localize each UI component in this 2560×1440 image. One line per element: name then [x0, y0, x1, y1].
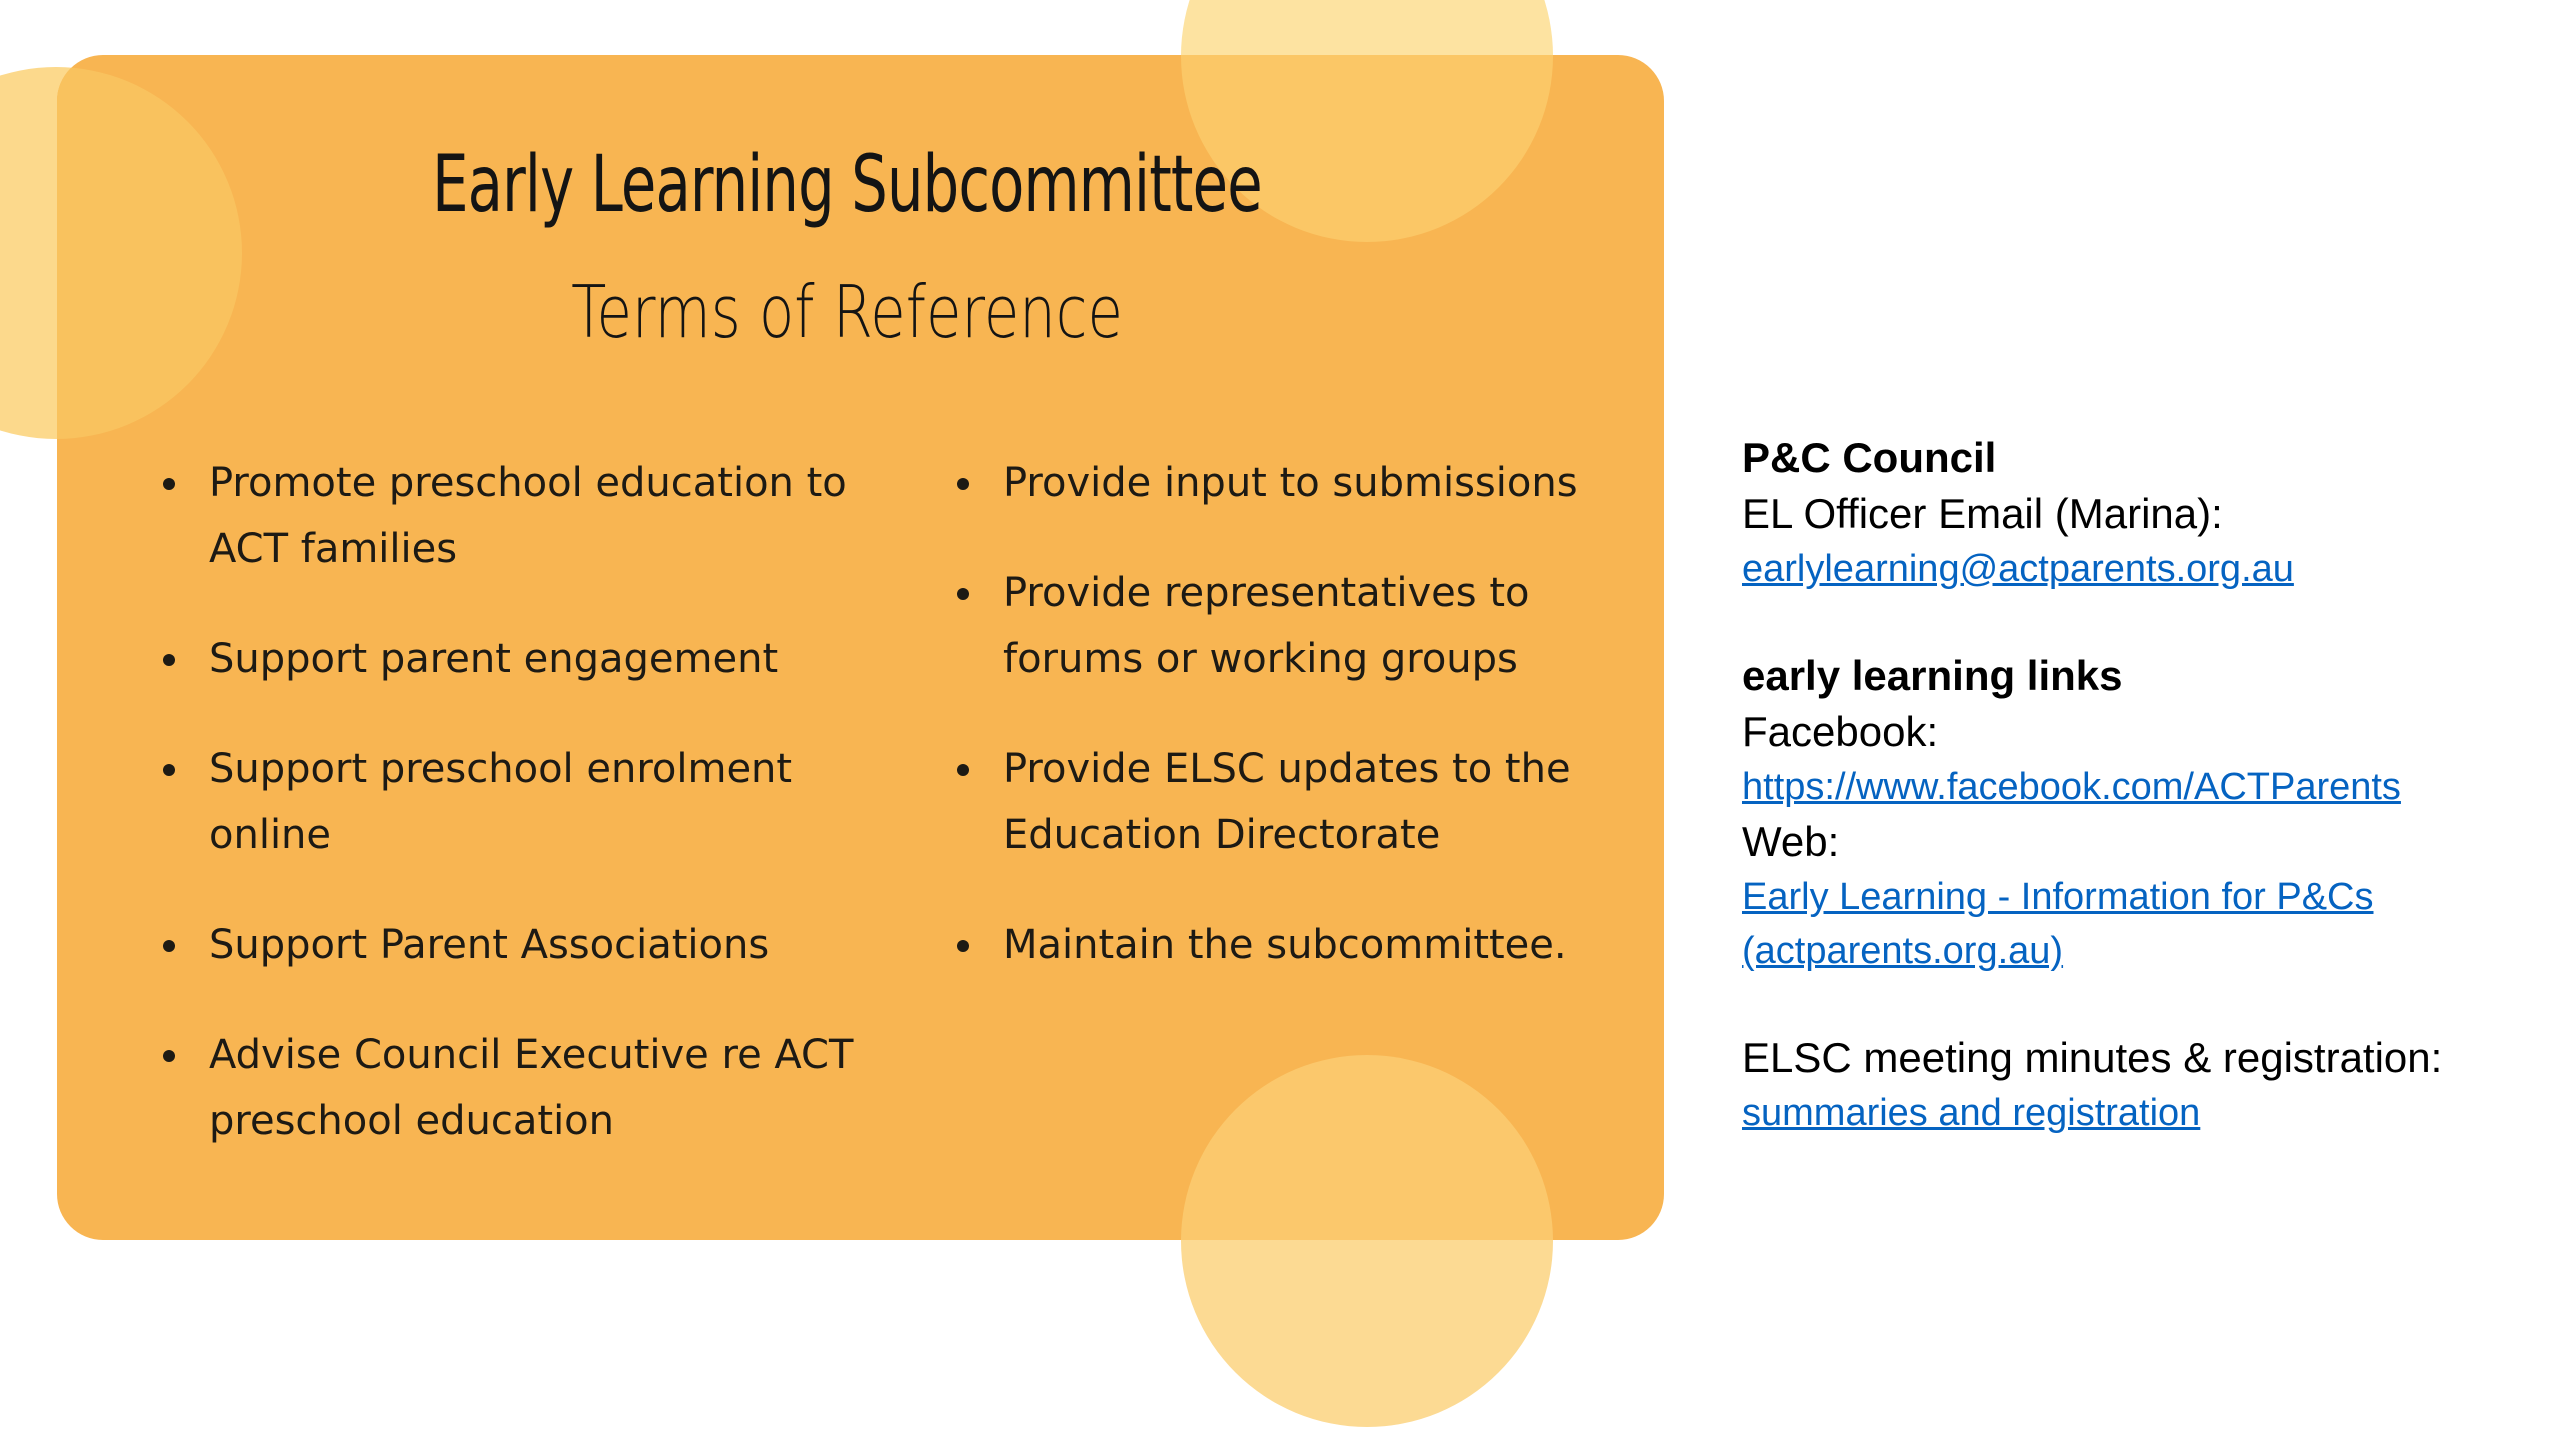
web-link-line1[interactable]: Early Learning - Information for P&Cs — [1742, 876, 2374, 918]
minutes-label: ELSC meeting minutes & registration: — [1742, 1034, 2443, 1081]
card-title: Early Learning Subcommittee — [432, 140, 1262, 230]
list-item: Provide representatives to forums or working groups — [949, 560, 1649, 692]
terms-list-left — [155, 450, 895, 1198]
terms-list-right — [949, 450, 1649, 1022]
links-heading: early learning links — [1742, 652, 2123, 699]
facebook-link[interactable]: https://www.facebook.com/ACTParents — [1742, 766, 2401, 808]
spacer — [1742, 596, 2532, 648]
minutes-link[interactable]: summaries and registration — [1742, 1092, 2201, 1134]
web-label: Web: — [1742, 818, 1840, 865]
officer-email-link[interactable]: earlylearning@actparents.org.au — [1742, 548, 2294, 590]
list-item: Support preschool enrolment online — [155, 736, 895, 868]
web-link-line2[interactable]: (actparents.org.au) — [1742, 930, 2064, 972]
council-heading: P&C Council — [1742, 434, 1997, 481]
decorative-circle-bottom-overlap — [1181, 1055, 1553, 1240]
list-item: Provide ELSC updates to the Education Directorate — [949, 736, 1649, 868]
list-item: Promote preschool education to ACT families — [155, 450, 895, 582]
list-item: Support Parent Associations — [155, 912, 895, 978]
list-item: Maintain the subcommittee. — [949, 912, 1649, 978]
card-subtitle: Terms of Reference — [571, 270, 1123, 354]
list-item: Support parent engagement — [155, 626, 895, 692]
spacer — [1742, 978, 2532, 1030]
decorative-circle-left-overlap — [57, 67, 242, 439]
facebook-label: Facebook: — [1742, 708, 1939, 755]
terms-card — [57, 55, 1664, 1240]
list-item: Advise Council Executive re ACT preschool education — [155, 1022, 895, 1154]
contact-sidebar — [1742, 430, 2532, 1140]
officer-email-label: EL Officer Email (Marina): — [1742, 490, 2223, 537]
list-item: Provide input to submissions — [949, 450, 1649, 516]
